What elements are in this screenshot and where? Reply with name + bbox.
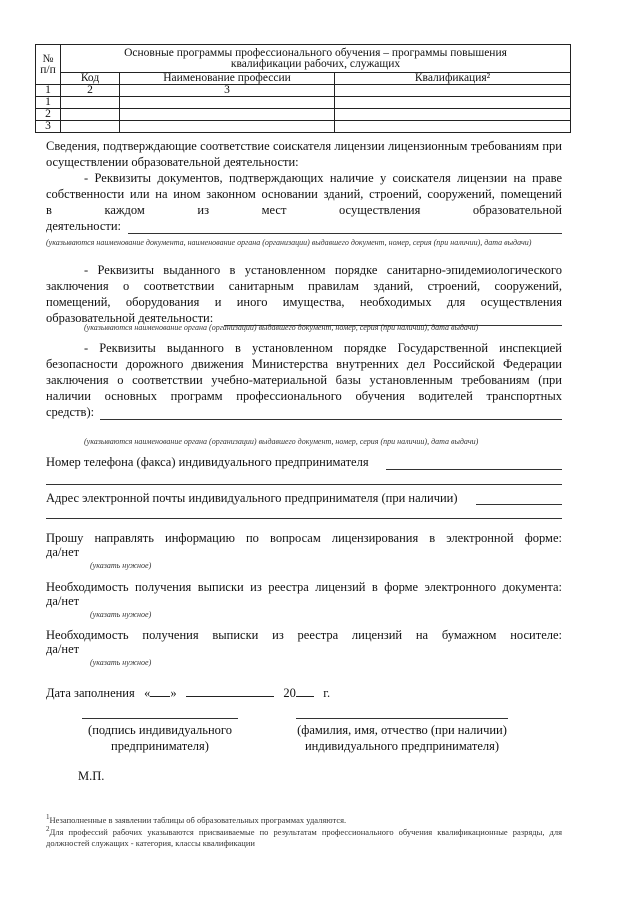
phone-input-line[interactable] [386, 469, 562, 470]
table-cell[interactable] [61, 97, 120, 109]
block1-line2: собственности или на ином законном основании зданий, строений, сооружений, помещений [46, 187, 562, 201]
footnote-2-mark: 2 [46, 825, 50, 833]
table-cell: 3 [120, 85, 335, 97]
signature-caption-line2: предпринимателя) [111, 738, 209, 753]
fullname-caption-line2: индивидуального предпринимателя) [304, 738, 500, 753]
date-month-field[interactable] [186, 684, 274, 697]
table-cell[interactable] [120, 121, 335, 133]
table-cell[interactable] [61, 121, 120, 133]
block2-line4: образовательной деятельности: [46, 311, 214, 325]
q2-options[interactable]: да/нет [46, 594, 80, 608]
table-row-number: 2 [36, 109, 61, 121]
block3-line3: заключения о соответствии учебно-материальной базы установленным требованиям (при [46, 373, 562, 387]
block2-line1: - Реквизиты выданного в установленном порядке санитарно-эпидемиологического [84, 263, 562, 277]
date-year-field[interactable] [296, 684, 314, 697]
stamp-place: М.П. [78, 769, 105, 783]
programs-table [35, 44, 571, 133]
block1-note: (указываются наименование документа, наименование органа (организации) выдавшего документ, номер, серия (при наличии), дата выдачи) [46, 238, 532, 247]
date-close-quote: » [170, 686, 177, 700]
footnote-1-mark: 1 [46, 813, 50, 821]
date-year-suffix: г. [323, 686, 331, 700]
phone-input-line-2[interactable] [46, 484, 562, 485]
q1-note: (указать нужное) [90, 561, 152, 570]
table-row [36, 97, 571, 109]
fullname-caption [282, 723, 522, 754]
block3-line5: средств): [46, 405, 95, 419]
signature-caption-line1: (подпись индивидуального [88, 723, 232, 737]
block3-line1: - Реквизиты выданного в установленном порядке Государственной инспекцией [84, 341, 562, 355]
table-cell[interactable] [120, 109, 335, 121]
footnote-2-text: Для профессий рабочих указываются присваиваемые по результатам профессионального обучения квалификационные разряды, для должностей служащих - категория, классы квалификации [46, 826, 562, 848]
signature-line[interactable] [82, 718, 238, 719]
table-cell[interactable] [61, 109, 120, 121]
block2-line2: заключения о соответствии санитарным правилам зданий, строений, сооружений, [46, 279, 562, 293]
table-cell: 2 [61, 85, 120, 97]
block3-line2: безопасности дорожного движения Министерства внутренних дел Российской Федерации [46, 357, 562, 371]
intro-text: Сведения, подтверждающие соответствие соискателя лицензии лицензионным требованиям при осуществлении образовательной деятельности: [46, 139, 562, 169]
table-header-profession: Наименование профессии [120, 73, 335, 85]
email-label: Адрес электронной почты индивидуального предпринимателя (при наличии) [46, 491, 458, 505]
block1-line1: - Реквизиты документов, подтверждающих наличие у соискателя лицензии на праве [84, 171, 562, 185]
table-header-main: Основные программы профессионального обучения – программы повышения квалификации рабочих, служащих [61, 45, 571, 73]
table-cell[interactable] [335, 97, 571, 109]
block3-note: (указываются наименование органа (организации) выдавшего документ, номер, серия (при наличии), дата выдачи) [84, 437, 479, 446]
table-header-number: № п/п [36, 45, 61, 85]
date-day-field[interactable] [150, 684, 170, 697]
fullname-caption-line1: (фамилия, имя, отчество (при наличии) [297, 723, 507, 737]
fullname-line[interactable] [296, 718, 508, 719]
block1-line3: в каждом из мест осуществления образовательной [46, 203, 562, 217]
q1-options[interactable]: да/нет [46, 545, 80, 559]
date-row [46, 684, 330, 702]
block1-line4: деятельности: [46, 219, 122, 233]
table-row-number: 1 [36, 97, 61, 109]
signature-caption [70, 723, 250, 754]
footnote-1-text: Незаполненные в заявлении таблицы об образовательных программах удаляются. [49, 814, 347, 825]
table-row [36, 109, 571, 121]
table-index-row [36, 85, 571, 97]
q3-options[interactable]: да/нет [46, 642, 80, 656]
date-open-quote: « [144, 686, 151, 700]
table-cell [335, 85, 571, 97]
table-cell[interactable] [335, 109, 571, 121]
email-input-line-2[interactable] [46, 518, 562, 519]
block2-line3: помещений, оборудования и иного имущества, необходимых для осуществления [46, 295, 562, 309]
phone-label: Номер телефона (факса) индивидуального предпринимателя [46, 455, 369, 469]
table-header-qualification: Квалификация² [335, 73, 571, 85]
table-cell[interactable] [120, 97, 335, 109]
table-cell[interactable] [335, 121, 571, 133]
footnote-2 [46, 824, 562, 849]
block3-line4: наличии основных программ профессионального обучения водителей транспортных [46, 389, 562, 403]
block3-fill-line[interactable] [100, 419, 562, 420]
table-row [36, 121, 571, 133]
date-label: Дата заполнения [46, 686, 135, 700]
q2-note: (указать нужное) [90, 610, 152, 619]
q3-note: (указать нужное) [90, 658, 152, 667]
table-row-number: 3 [36, 121, 61, 133]
email-input-line[interactable] [476, 504, 562, 505]
table-header-code: Код [61, 73, 120, 85]
block2-note: (указываются наименование органа (организации) выдавшего документ, номер, серия (при наличии), дата выдачи) [84, 323, 479, 332]
q2-text: Необходимость получения выписки из реестра лицензий в форме электронного документа: [46, 580, 562, 594]
date-year-prefix: 20 [283, 686, 296, 700]
q1-text: Прошу направлять информацию по вопросам лицензирования в электронной форме: [46, 531, 562, 545]
table-cell: 1 [36, 85, 61, 97]
block1-fill-line[interactable] [128, 233, 562, 234]
q3-text: Необходимость получения выписки из реестра лицензий на бумажном носителе: [46, 628, 562, 642]
